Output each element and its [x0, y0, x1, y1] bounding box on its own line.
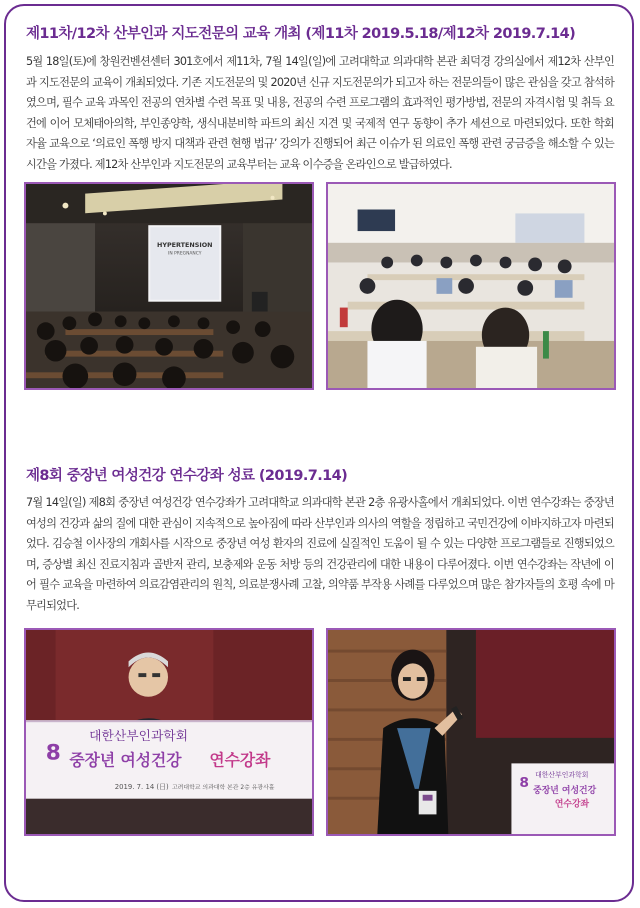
slide-subtitle: IN PREGNANCY	[168, 251, 202, 257]
banner-venue: 고려대학교 의과대학 본관 2층 유광사홀	[171, 784, 275, 791]
section2-heading: 제8회 중장년 여성건강 연수강좌 성료 (2019.7.14)	[26, 468, 348, 484]
photo-lecturer	[326, 628, 616, 836]
banner-title-a: 중장년 여성건강	[69, 750, 182, 770]
banner-society: 대한산부인과학회	[89, 728, 189, 744]
banner-society-2: 대한산부인과학회	[535, 771, 589, 780]
slide-title: HYPERTENSION	[157, 240, 213, 249]
section1-paragraph: 5월 18일(토)에 창원컨벤션센터 301호에서 제11차, 7월 14일(일)에 고려대학교 의과대학 본관 최덕경 강의실에서 제12차 산부인과 지도전문의 교육이 개최되었다. 기존 지도전문의 및 2020년 신규 지도전문의가 되고자 하는 전문의들이 많은 관심을 갖고 참석하였으며, 필수 교육 과목인 전공의 연차별 수련 목표 및 내용, 전공의 수련 프로그램의 효과적인 평가방법, 전문의 자격시험 및 취득 요건에 이어 모체태아의학, 부인종양학, 생식내분비학 파트의 최신 지견 및 국제적 연구 동향이 추가 세션으로 마련되었다. 또한 학회 자율 교육으로 ‘의료인 폭행 방지 대책과 관련 현행 법규’ 강의가 진행되어 최근 이슈가 된 의료인 폭행 관련 궁금증을 해소할 수 있는 시간을 가졌다. 제12차 산부인과 지도전문의 교육부터는 교육 이수증을 온라인으로 발급하였다.	[26, 55, 614, 171]
banner-title-a-2: 중장년 여성건강	[533, 785, 597, 796]
banner-title-b: 연수강좌	[209, 750, 271, 770]
photo-lecture-hall	[24, 182, 314, 390]
photo-attendees	[326, 182, 616, 390]
photo-opening-speaker	[24, 628, 314, 836]
section1-heading: 제11차/12차 산부인과 지도전문의 교육 개최 (제11차 2019.5.18/제12차 2019.7.14)	[26, 26, 576, 42]
banner-number-2: 8	[519, 774, 529, 791]
banner-number: 8	[45, 740, 61, 766]
section2-paragraph: 7월 14일(일) 제8회 중장년 여성건강 연수강좌가 고려대학교 의과대학 본관 2층 유광사홀에서 개최되었다. 이번 연수강좌는 중장년 여성의 건강과 삶의 질에 대한 관심이 지속적으로 높아짐에 따라 산부인과 의사의 역할을 정립하고 국민건강에 이바지하고자 마련되었다. 김승철 이사장의 개회사를 시작으로 중장년 여성 환자의 진료에 실질적인 도움이 될 수 있는 다양한 프로그램들로 진행되었으며, 증상별 최신 진료지침과 골반저 관리, 보충제와 운동 처방 등의 건강관리에 대한 내용이 다루어졌다. 이번 연수강좌는 작년에 이어 필수 교육을 마련하여 의료감염관리의 원칙, 의료분쟁사례 고찰, 의약품 부작용 사례를 다루었으며 많은 참가자들의 호평 속에 마무리되었다.	[26, 496, 614, 612]
banner-title-b-2: 연수강좌	[554, 799, 590, 810]
banner-date: 2019. 7. 14 (日)	[114, 782, 169, 791]
